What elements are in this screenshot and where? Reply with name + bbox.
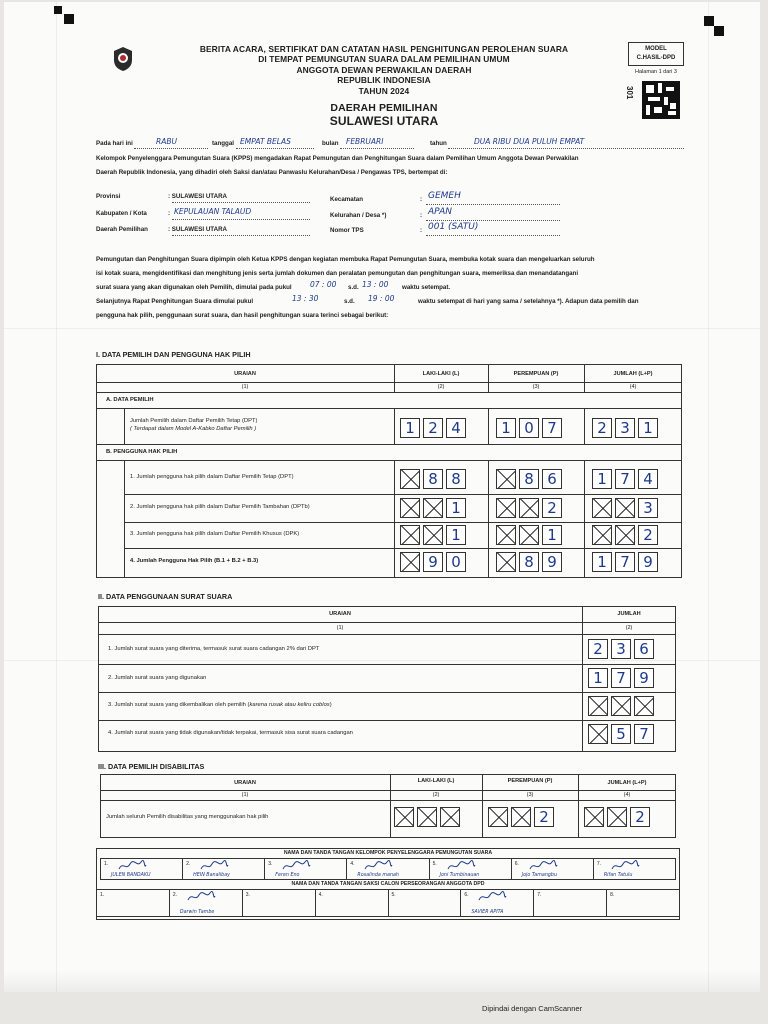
crossed-digit-box xyxy=(588,696,608,716)
body-line-1: Pemungutan dan Penghitungan Suara dipimpin oleh Ketua KPPS dengan kegiatan membuka Rapat Pemungutan Suara, membuka kotak suara dan mengeluarkan seluruh xyxy=(96,256,595,263)
part-b-label: B. PENGGUNA HAK PILIH xyxy=(106,449,178,455)
signature-cell xyxy=(607,890,679,916)
fill-line xyxy=(426,220,560,221)
tps-label: Nomor TPS xyxy=(330,227,364,234)
table-line xyxy=(96,444,682,445)
signature-name: Rifan Tatulu xyxy=(603,873,633,878)
signature-number: 6. xyxy=(464,892,469,898)
table-line xyxy=(584,408,585,444)
col-index: (2) xyxy=(437,384,445,390)
digit-box: 2 xyxy=(630,807,650,827)
signature-cell xyxy=(243,890,316,916)
signature-cell xyxy=(594,859,675,879)
end-count-time: 19 : 00 xyxy=(368,294,395,303)
section-3-title: III. DATA PEMILIH DISABILITAS xyxy=(98,762,205,771)
signature-number: 2. xyxy=(172,892,178,898)
crossed-digit-box xyxy=(588,724,608,744)
kecamatan-value: GEMEH xyxy=(428,191,461,201)
ss-row-4-label: 4. Jumlah surat suara yang tidak digunakan/tidak terpakai, termasuk sisa surat suara cadangan xyxy=(108,730,353,736)
intro-tanggal: tanggal xyxy=(212,140,235,147)
signature-scribble-icon xyxy=(281,859,311,873)
colon: : xyxy=(168,210,171,217)
crossed-digit-box xyxy=(519,498,539,518)
col-header-uraian: URAIAN xyxy=(329,611,351,617)
col-header-uraian: URAIAN xyxy=(234,780,256,786)
saksi-signature-title: NAMA DAN TANDA TANGAN SAKSI CALON PERSEORANGAN ANGGOTA DPD xyxy=(291,881,485,887)
tanggal-value: EMPAT BELAS xyxy=(240,137,291,146)
signature-cell xyxy=(389,890,462,916)
kecamatan-label: Kecamatan xyxy=(330,196,364,203)
dis-perempuan-digits xyxy=(488,807,554,827)
page-shadow xyxy=(4,970,760,992)
signature-name: JULEN BANDAKU xyxy=(111,873,151,878)
table-line xyxy=(394,460,395,578)
digit-box: 2 xyxy=(638,525,658,545)
ss-row-3-text: 3. Jumlah surat suara yang dikembalikan oleh pemilih ( xyxy=(108,702,250,708)
kelurahan-value: APAN xyxy=(428,207,453,217)
row-b1-label: 1. Jumlah pengguna hak pilih dalam Daftar Pemilih Tetap (DPT) xyxy=(130,474,294,480)
sd-label: s.d. xyxy=(344,298,355,305)
intro-tahun: tahun xyxy=(430,140,447,147)
signature-cell xyxy=(347,859,429,879)
col-header-jumlah: JUMLAH xyxy=(617,611,641,617)
digit-box: 9 xyxy=(638,552,658,572)
digit-box: 1 xyxy=(588,668,608,688)
crossed-digit-box xyxy=(496,552,516,572)
start-count-time: 13 : 30 xyxy=(292,294,319,303)
table-line xyxy=(100,800,676,801)
col-index: (3) xyxy=(526,792,534,798)
col-header-uraian: URAIAN xyxy=(234,371,256,377)
digit-box: 7 xyxy=(611,668,631,688)
digit-box: 7 xyxy=(615,469,635,489)
ss-row-1-label: 1. Jumlah surat suara yang diterima, termasuk surat suara cadangan 2% dari DPT xyxy=(108,646,320,652)
fold-line xyxy=(56,2,57,992)
signature-scribble-icon xyxy=(117,859,147,873)
crossed-digit-box xyxy=(496,469,516,489)
table-line xyxy=(124,548,682,549)
crossed-digit-box xyxy=(400,552,420,572)
signature-scribble-icon xyxy=(610,859,640,873)
fill-line xyxy=(172,219,310,220)
col-header-perempuan: PEREMPUAN (P) xyxy=(513,371,559,377)
signature-number: 4. xyxy=(318,892,323,898)
provinsi-value: : SULAWESI UTARA xyxy=(168,193,228,200)
col-header-jumlah: JUMLAH (L+P) xyxy=(613,371,653,377)
ss-row-2-label: 2. Jumlah surat suara yang digunakan xyxy=(108,675,207,681)
signature-number: 3. xyxy=(268,861,273,867)
table-line xyxy=(124,408,125,444)
digit-box: 7 xyxy=(634,724,654,744)
signature-scribble-icon xyxy=(477,890,507,904)
signature-name: Joni Tumbinauan xyxy=(439,873,480,878)
signature-number: 5. xyxy=(432,861,437,867)
table-line xyxy=(124,522,682,523)
crossed-digit-box xyxy=(607,807,627,827)
dpt-perempuan-digits xyxy=(496,418,562,438)
title-line: DI TEMPAT PEMUNGUTAN SUARA DALAM PEMILIHAN UMUM xyxy=(258,54,510,65)
signature-scribble-icon xyxy=(199,859,229,873)
b4-jumlah-digits xyxy=(592,552,658,572)
crossed-digit-box xyxy=(400,498,420,518)
col-index: (4) xyxy=(629,384,637,390)
signature-number: 2. xyxy=(186,861,191,867)
table-line xyxy=(394,408,395,444)
crossed-digit-box xyxy=(440,807,460,827)
crossed-digit-box xyxy=(611,696,631,716)
ss-row-3-digits xyxy=(588,696,654,716)
col-header-jumlah: JUMLAH (L+P) xyxy=(607,780,647,786)
colon: : xyxy=(420,227,423,234)
signature-cell xyxy=(183,859,265,879)
signature-name: Feren Eno xyxy=(275,873,300,878)
model-code: C.HASIL-DPD xyxy=(636,54,676,61)
digit-box: 5 xyxy=(611,724,631,744)
table-line xyxy=(98,622,676,623)
signature-cell xyxy=(316,890,389,916)
body-line-3: surat suara yang akan digunakan oleh Pemilih, dimulai pada pukul xyxy=(96,284,292,291)
digit-box: 0 xyxy=(519,418,539,438)
registration-marker xyxy=(64,14,74,24)
signature-scribble-icon xyxy=(363,859,393,873)
table-line xyxy=(98,664,676,665)
b3-jumlah-digits xyxy=(592,525,658,545)
signature-number: 1. xyxy=(100,892,105,898)
end-vote-time: 13 : 00 xyxy=(362,280,389,289)
crossed-digit-box xyxy=(519,525,539,545)
col-index: (1) xyxy=(241,792,249,798)
model-box xyxy=(628,42,684,66)
dapil-value: : SULAWESI UTARA xyxy=(168,226,228,233)
digit-box: 4 xyxy=(446,418,466,438)
crossed-digit-box xyxy=(400,525,420,545)
ss-row-3-close: ) xyxy=(329,702,332,708)
signature-number: 5. xyxy=(391,892,396,898)
crossed-digit-box xyxy=(394,807,414,827)
b3-laki-digits xyxy=(400,525,466,545)
signature-cell xyxy=(461,890,534,916)
col-header-laki: LAKI-LAKI (L) xyxy=(422,371,460,377)
table-line xyxy=(124,460,125,578)
fill-line xyxy=(134,148,208,149)
digit-box: 1 xyxy=(496,418,516,438)
crossed-digit-box xyxy=(592,525,612,545)
section-2-title: II. DATA PENGGUNAAN SURAT SUARA xyxy=(98,592,233,601)
body-line-4-end: waktu setempat di hari yang sama / setelahnya *). Adapun data pemilih dan xyxy=(418,298,639,305)
title-line: TAHUN 2024 xyxy=(358,85,410,96)
fill-line xyxy=(172,235,310,236)
b4-perempuan-digits xyxy=(496,552,562,572)
signature-name: Jojo Tamangbu xyxy=(521,873,557,878)
digit-box: 8 xyxy=(423,469,443,489)
signature-number: 6. xyxy=(514,861,519,867)
crossed-digit-box xyxy=(496,498,516,518)
digit-box: 1 xyxy=(592,469,612,489)
signature-cell xyxy=(97,890,170,916)
row-dpt-label: Jumlah Pemilih dalam Daftar Pemilih Tetap (DPT) xyxy=(130,418,258,424)
signature-name: HEIN Banalibay xyxy=(193,873,231,878)
fold-line xyxy=(4,328,760,329)
b2-laki-digits xyxy=(400,498,466,518)
model-label: MODEL xyxy=(645,46,667,52)
digit-box: 3 xyxy=(611,639,631,659)
ss-row-1-digits xyxy=(588,639,654,659)
intro-bulan: bulan xyxy=(322,140,339,147)
table-line xyxy=(96,460,682,461)
row-dpt-note: ( Terdapat dalam Model A-Kabko Daftar Pemilih ) xyxy=(130,426,257,432)
signature-number: 1. xyxy=(104,861,109,867)
title-line: REPUBLIK INDONESIA xyxy=(337,75,431,86)
sd-label: s.d. xyxy=(348,284,359,291)
digit-box: 4 xyxy=(638,469,658,489)
signature-scribble-icon xyxy=(186,890,216,904)
body-line-2: isi kotak suara, mengidentifikasi dan menghitung jenis serta jumlah dokumen dan peralatan pemungutan dan penghitungan suara, memeriksa dan menandatangani xyxy=(96,270,579,277)
table-line xyxy=(100,790,676,791)
fill-line xyxy=(426,235,560,236)
fill-line xyxy=(340,148,414,149)
table-line xyxy=(584,460,585,578)
b2-perempuan-digits xyxy=(496,498,562,518)
tahun-value: DUA RIBU DUA PULUH EMPAT xyxy=(474,137,585,146)
table-line xyxy=(98,692,676,693)
digit-box: 8 xyxy=(519,552,539,572)
digit-box: 9 xyxy=(542,552,562,572)
digit-box: 2 xyxy=(592,418,612,438)
row-b3-label: 3. Jumlah pengguna hak pilih dalam Daftar Pemilih Khusus (DPK) xyxy=(130,531,300,537)
signature-cell xyxy=(430,859,512,879)
section-1-title: I. DATA PEMILIH DAN PENGGUNA HAK PILIH xyxy=(96,350,251,359)
disabilitas-row-label: Jumlah seluruh Pemilih disabilitas yang menggunakan hak pilih xyxy=(106,814,269,820)
crossed-digit-box xyxy=(592,498,612,518)
signature-name: Darwin Tambe xyxy=(179,910,215,915)
signature-cell xyxy=(512,859,594,879)
crossed-digit-box xyxy=(488,807,508,827)
col-header-laki: LAKI-LAKI (L) xyxy=(417,778,455,784)
part-a-label: A. DATA PEMILIH xyxy=(106,397,154,403)
title-line: BERITA ACARA, SERTIFIKAT DAN CATATAN HASIL PENGHITUNGAN PEROLEHAN SUARA xyxy=(199,44,569,54)
scanner-footer: Dipindai dengan CamScanner xyxy=(482,1004,583,1013)
qr-code-icon xyxy=(642,81,680,119)
crossed-digit-box xyxy=(634,696,654,716)
signature-number: 7. xyxy=(537,892,542,898)
crossed-digit-box xyxy=(584,807,604,827)
signature-name: Rosalinda manah xyxy=(357,873,399,878)
kpps-signature-row xyxy=(100,858,676,880)
col-index: (1) xyxy=(336,625,344,631)
signature-number: 4. xyxy=(350,861,355,867)
table-line xyxy=(98,720,676,721)
digit-box: 6 xyxy=(542,469,562,489)
dapil-label: Daerah Pemilihan xyxy=(96,226,148,233)
crossed-digit-box xyxy=(511,807,531,827)
document-sheet xyxy=(4,2,760,992)
body-line-4: Selanjutnya Rapat Penghitungan Suara dimulai pukul xyxy=(96,298,254,305)
col-header-perempuan: PEREMPUAN (P) xyxy=(507,778,553,784)
start-vote-time: 07 : 00 xyxy=(310,280,337,289)
digit-box: 1 xyxy=(592,552,612,572)
ss-row-3-italic: karena rusak atau keliru coblos xyxy=(249,702,330,708)
table-line xyxy=(488,408,489,444)
digit-box: 1 xyxy=(446,498,466,518)
b3-perempuan-digits xyxy=(496,525,562,545)
table-line xyxy=(98,634,676,635)
digit-box: 3 xyxy=(615,418,635,438)
crossed-digit-box xyxy=(615,498,635,518)
digit-box: 9 xyxy=(634,668,654,688)
digit-box: 2 xyxy=(588,639,608,659)
provinsi-label: Provinsi xyxy=(96,193,121,200)
signature-name: SAVIER APITA xyxy=(471,910,504,915)
body-line-5: pengguna hak pilih, penggunaan surat suara, dan hasil penghitungan suara terinci sebagai berikut: xyxy=(96,312,389,319)
fill-line xyxy=(426,204,560,205)
body-line-3-end: waktu setempat. xyxy=(402,284,451,291)
digit-box: 7 xyxy=(615,552,635,572)
ss-row-3-label xyxy=(108,702,332,710)
row-b2-label: 2. Jumlah pengguna hak pilih dalam Daftar Pemilih Tambahan (DPTb) xyxy=(130,504,310,510)
title-line: ANGGOTA DEWAN PERWAKILAN DAERAH xyxy=(296,64,472,75)
crossed-digit-box xyxy=(615,525,635,545)
col-index: (2) xyxy=(432,792,440,798)
intro-pada-hari: Pada hari ini xyxy=(96,140,133,147)
table-line xyxy=(96,408,682,409)
kabupaten-value: KEPULAUAN TALAUD xyxy=(174,207,252,216)
digit-box: 1 xyxy=(542,525,562,545)
digit-box: 3 xyxy=(638,498,658,518)
intro-line-2: Kelompok Penyelenggara Pemungutan Suara (KPPS) mengadakan Rapat Pemungutan dan Penghitungan Suara dalam Pemilihan Umum Anggota Dewan Perwakilan xyxy=(96,155,579,162)
saksi-signature-row xyxy=(96,889,680,917)
dis-jumlah-digits xyxy=(584,807,650,827)
row-b4-label: 4. Jumlah Pengguna Hak Pilih (B.1 + B.2 + B.3) xyxy=(130,558,259,564)
digit-box: 1 xyxy=(400,418,420,438)
digit-box: 0 xyxy=(446,552,466,572)
digit-box: 9 xyxy=(423,552,443,572)
hari-value: RABU xyxy=(156,137,177,146)
kpu-logo-icon xyxy=(112,46,134,72)
digit-box: 1 xyxy=(446,525,466,545)
table-line xyxy=(124,494,682,495)
col-index: (4) xyxy=(623,792,631,798)
ss-row-4-digits xyxy=(588,724,654,744)
col-index: (3) xyxy=(532,384,540,390)
qr-code-label: 301 xyxy=(625,86,634,100)
tps-value: 001 (SATU) xyxy=(428,222,479,232)
dpt-jumlah-digits xyxy=(592,418,658,438)
signature-number: 3. xyxy=(245,892,250,898)
fill-line xyxy=(236,148,314,149)
b1-laki-digits xyxy=(400,469,466,489)
signature-scribble-icon xyxy=(446,859,476,873)
dpt-laki-digits xyxy=(400,418,466,438)
digit-box: 2 xyxy=(542,498,562,518)
region-name: SULAWESI UTARA xyxy=(329,114,439,129)
signature-number: 8. xyxy=(610,892,615,898)
kabupaten-label: Kabupaten / Kota xyxy=(96,210,147,217)
crossed-digit-box xyxy=(496,525,516,545)
table-line xyxy=(96,382,682,383)
registration-marker xyxy=(704,16,714,26)
signature-cell xyxy=(534,890,607,916)
signature-cell xyxy=(265,859,347,879)
crossed-digit-box xyxy=(423,525,443,545)
fold-line xyxy=(708,2,709,992)
document-title xyxy=(154,44,614,128)
signature-cell xyxy=(170,890,243,916)
fill-line xyxy=(172,202,310,203)
table-line xyxy=(96,392,682,393)
fill-line xyxy=(448,148,684,149)
b4-laki-digits xyxy=(400,552,466,572)
digit-box: 6 xyxy=(634,639,654,659)
page-note: Halaman 1 dari 3 xyxy=(635,69,677,75)
bulan-value: FEBRUARI xyxy=(346,137,384,146)
digit-box: 1 xyxy=(638,418,658,438)
kelurahan-label: Kelurahan / Desa *) xyxy=(330,212,387,219)
signature-scribble-icon xyxy=(528,859,558,873)
dis-laki-digits xyxy=(394,807,460,827)
digit-box: 8 xyxy=(446,469,466,489)
b1-jumlah-digits xyxy=(592,469,658,489)
col-index: (2) xyxy=(625,625,633,631)
colon: : xyxy=(420,196,423,203)
ss-row-2-digits xyxy=(588,668,654,688)
intro-line-3: Daerah Republik Indonesia, yang dihadiri oleh Saksi dan/atau Panwaslu Kelurahan/Desa / Pengawas TPS, bertempat di: xyxy=(96,169,448,176)
crossed-digit-box xyxy=(400,469,420,489)
digit-box: 2 xyxy=(534,807,554,827)
b1-perempuan-digits xyxy=(496,469,562,489)
crossed-digit-box xyxy=(423,498,443,518)
digit-box: 8 xyxy=(519,469,539,489)
signature-number: 7. xyxy=(596,861,602,867)
signature-cell xyxy=(101,859,183,879)
registration-marker xyxy=(714,26,724,36)
crossed-digit-box xyxy=(417,807,437,827)
digit-box: 7 xyxy=(542,418,562,438)
region-label: DAERAH PEMILIHAN xyxy=(330,102,438,115)
b2-jumlah-digits xyxy=(592,498,658,518)
colon: : xyxy=(420,212,423,219)
col-index: (1) xyxy=(241,384,249,390)
table-line xyxy=(488,460,489,578)
kpps-signature-title: NAMA DAN TANDA TANGAN KELOMPOK PENYELENGGARA PEMUNGUTAN SUARA xyxy=(283,850,493,856)
registration-marker xyxy=(54,6,62,14)
digit-box: 2 xyxy=(423,418,443,438)
